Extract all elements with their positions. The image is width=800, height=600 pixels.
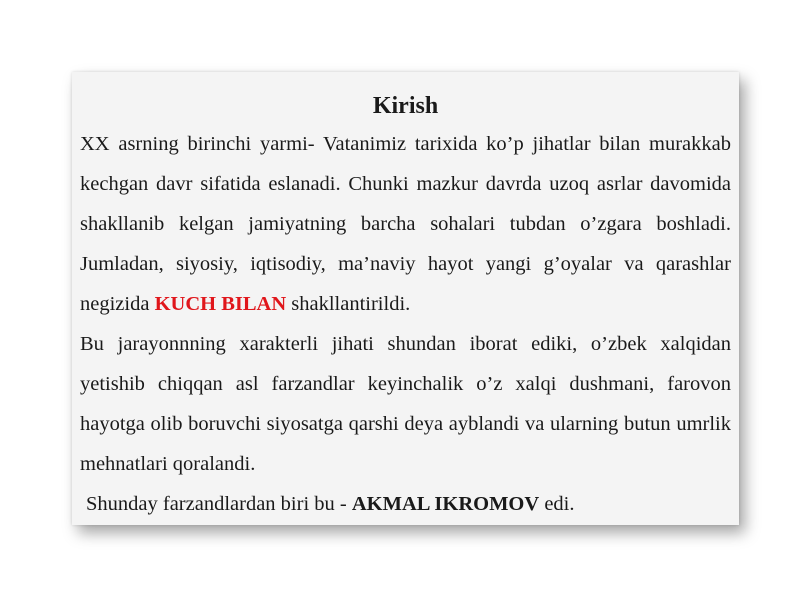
- paragraph-intro: [80, 124, 731, 324]
- person-name: AKMAL IKROMOV: [351, 493, 540, 515]
- paragraph-conclusion: [80, 484, 731, 524]
- slide-card: [72, 72, 739, 525]
- paragraph-conclusion-text: Shunday farzandlardan biri bu -: [86, 493, 352, 515]
- slide-title: Kirish: [372, 93, 439, 119]
- paragraph-conclusion-end: edi.: [539, 493, 575, 515]
- highlight-kuch-bilan: KUCH BILAN: [154, 293, 287, 315]
- paragraph-intro-end: shakllantirildi.: [286, 293, 411, 315]
- paragraph-process: Bu jarayonnning xarakterli jihati shundan iborat ediki, o’zbek xalqidan yetishib chiqqan asl farzandlar keyinchalik o’z xalqi dushmani, farovon hayotga olib boruvchi siyosatga qarshi deya ayblandi va ularning butun umrlik mehnatlari qoralandi.: [80, 333, 731, 475]
- paragraph-intro-text: XX asrning birinchi yarmi- Vatanimiz tarixida ko’p jihatlar bilan murakkab kechgan davr sifatida eslanadi. Chunki mazkur davrda uzoq asrlar davomida shakllanib kelgan jamiyatning barcha sohalari tubdan o’zgara boshladi. Jumladan, siyosiy, iqtisodiy, ma’naviy hayot yangi g’oyalar va qarashlar negizida: [80, 133, 731, 315]
